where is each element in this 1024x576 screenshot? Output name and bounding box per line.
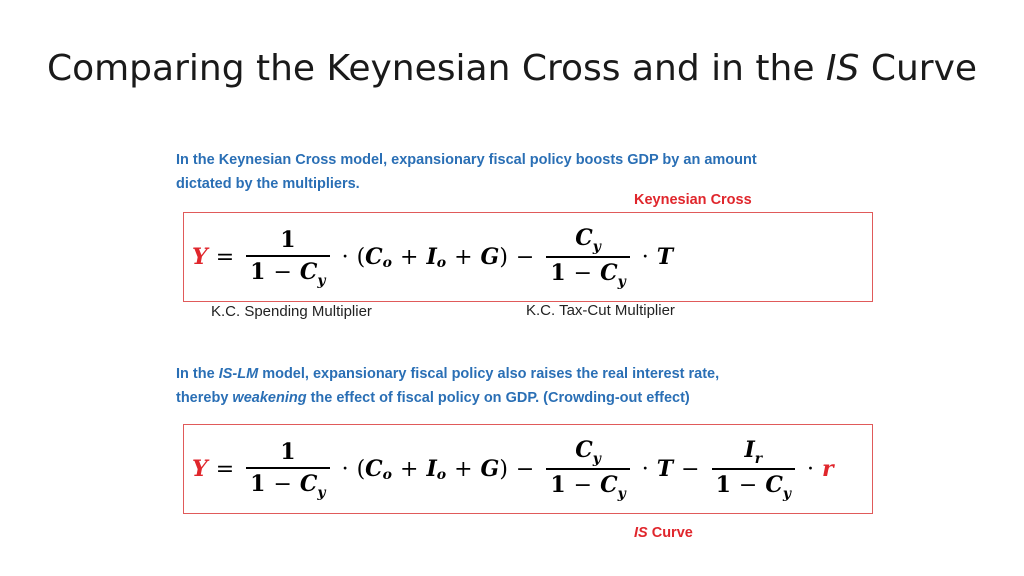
islm-paragraph bbox=[176, 362, 719, 410]
eq2-f3-c: C bbox=[765, 472, 783, 498]
eq2-dot2: · bbox=[641, 456, 649, 482]
eq1-io-sub: o bbox=[436, 255, 447, 271]
p2-pre: In the bbox=[176, 366, 219, 382]
eq1-frac1-den bbox=[246, 257, 329, 290]
eq2-f3-i: I bbox=[744, 437, 755, 463]
eq2-io: I bbox=[426, 456, 437, 482]
eq1-f1-one: 1 bbox=[250, 258, 266, 285]
eq2-f2-dy: y bbox=[617, 486, 626, 502]
eq2-f1-one: 1 bbox=[250, 470, 266, 497]
eq2-co-sub: o bbox=[382, 467, 393, 483]
eq2-dot3: · bbox=[806, 456, 814, 482]
slide-title bbox=[0, 48, 1024, 89]
eq1-minus: − bbox=[515, 244, 535, 270]
eq1-plus1: + bbox=[400, 244, 419, 270]
eq1-frac2-num bbox=[571, 223, 605, 256]
spending-multiplier-label: K.C. Spending Multiplier bbox=[211, 303, 372, 320]
eq1-t: T bbox=[656, 244, 674, 270]
eq1-f1-y: y bbox=[317, 272, 326, 289]
keynesian-equation bbox=[192, 213, 673, 301]
eq2-f2-minus: − bbox=[573, 473, 593, 498]
eq2-frac3-num bbox=[740, 435, 766, 468]
eq2-frac2-den bbox=[546, 470, 629, 503]
eq1-io: I bbox=[426, 244, 437, 270]
eq1-spending-multiplier bbox=[246, 225, 329, 290]
eq2-interest-multiplier bbox=[712, 435, 795, 503]
p2-italic2: weakening bbox=[232, 390, 307, 406]
eq1-plus2: + bbox=[454, 244, 473, 270]
eq1-y: Y bbox=[192, 244, 208, 270]
eq2-frac2-num bbox=[571, 435, 605, 468]
eq2-frac1-num: 1 bbox=[280, 438, 296, 465]
eq2-f1-minus: − bbox=[273, 471, 292, 497]
eq1-co-sub: o bbox=[382, 255, 393, 271]
title-italic: IS bbox=[825, 48, 860, 89]
eq2-f3-y: y bbox=[782, 486, 791, 502]
is-curve-label-rest: Curve bbox=[647, 525, 693, 541]
p2-mid: model, expansionary fiscal policy also raises the real interest rate, bbox=[258, 366, 720, 382]
p2-l2-pre: thereby bbox=[176, 390, 233, 406]
eq1-f2-c: C bbox=[575, 225, 593, 251]
eq2-frac3-den bbox=[712, 470, 795, 503]
eq2-f3-one: 1 bbox=[715, 472, 731, 498]
is-equation bbox=[192, 425, 834, 513]
islm-paragraph-line1 bbox=[176, 362, 719, 386]
eq1-f1-c: C bbox=[299, 258, 318, 285]
eq2-spending-multiplier bbox=[246, 437, 329, 502]
eq2-t: T bbox=[656, 456, 674, 482]
eq2-f1-c: C bbox=[299, 470, 318, 497]
eq2-f2-dc: C bbox=[600, 472, 618, 498]
eq2-dot1: · bbox=[341, 456, 349, 482]
eq1-frac1-num: 1 bbox=[280, 226, 296, 253]
eq2-plus2: + bbox=[454, 456, 473, 482]
eq1-f2-dc: C bbox=[600, 260, 618, 286]
islm-paragraph-line2 bbox=[176, 386, 719, 410]
eq1-f2-minus: − bbox=[573, 261, 593, 286]
eq2-f3-minus: − bbox=[738, 473, 758, 498]
is-curve-label bbox=[634, 525, 693, 541]
eq2-rparen: ) bbox=[499, 456, 508, 482]
eq1-f2-y: y bbox=[592, 239, 601, 255]
eq1-equals: = bbox=[215, 244, 235, 270]
eq2-r: r bbox=[821, 456, 834, 482]
eq2-lparen: ( bbox=[356, 456, 366, 482]
is-curve-label-italic: IS bbox=[634, 525, 648, 541]
eq2-f2-y: y bbox=[592, 451, 601, 467]
title-end: Curve bbox=[859, 48, 978, 89]
p2-l2-post: the effect of fiscal policy on GDP. (Crowding-out effect) bbox=[306, 390, 690, 406]
eq1-frac2-den bbox=[546, 258, 629, 291]
eq2-equals: = bbox=[215, 456, 235, 482]
eq1-rparen: ) bbox=[499, 244, 508, 270]
eq1-taxcut-multiplier bbox=[546, 223, 629, 291]
taxcut-multiplier-label: K.C. Tax-Cut Multiplier bbox=[526, 302, 675, 319]
eq2-frac1-den bbox=[246, 469, 329, 502]
p2-italic1: IS-LM bbox=[218, 366, 259, 382]
eq2-g: G bbox=[480, 456, 500, 482]
eq2-co: C bbox=[365, 456, 383, 482]
eq1-f2-one: 1 bbox=[550, 260, 566, 286]
eq2-io-sub: o bbox=[436, 467, 447, 483]
keynesian-paragraph bbox=[176, 148, 757, 196]
keynesian-paragraph-line1: In the Keynesian Cross model, expansionary fiscal policy boosts GDP by an amount bbox=[176, 152, 757, 168]
eq2-f2-c: C bbox=[575, 437, 593, 463]
eq2-plus1: + bbox=[400, 456, 419, 482]
eq2-f1-y: y bbox=[317, 484, 326, 501]
keynesian-equation-box bbox=[183, 212, 873, 302]
eq1-f2-dy: y bbox=[617, 274, 626, 290]
title-text: Comparing the Keynesian Cross and in the bbox=[46, 48, 826, 89]
eq2-minus2: − bbox=[681, 456, 700, 482]
eq2-taxcut-multiplier bbox=[546, 435, 629, 503]
keynesian-paragraph-line2: dictated by the multipliers. bbox=[176, 176, 360, 192]
eq2-f3-r: r bbox=[754, 451, 763, 467]
is-equation-box bbox=[183, 424, 873, 514]
eq1-f1-minus: − bbox=[273, 259, 292, 285]
eq1-g: G bbox=[480, 244, 500, 270]
eq1-co: C bbox=[365, 244, 383, 270]
keynesian-cross-label: Keynesian Cross bbox=[634, 192, 752, 208]
eq2-f2-one: 1 bbox=[550, 472, 566, 498]
eq1-dot1: · bbox=[341, 244, 349, 270]
eq2-y: Y bbox=[192, 456, 208, 482]
eq1-dot2: · bbox=[641, 244, 649, 270]
eq2-minus1: − bbox=[515, 456, 535, 482]
eq1-lparen: ( bbox=[356, 244, 366, 270]
